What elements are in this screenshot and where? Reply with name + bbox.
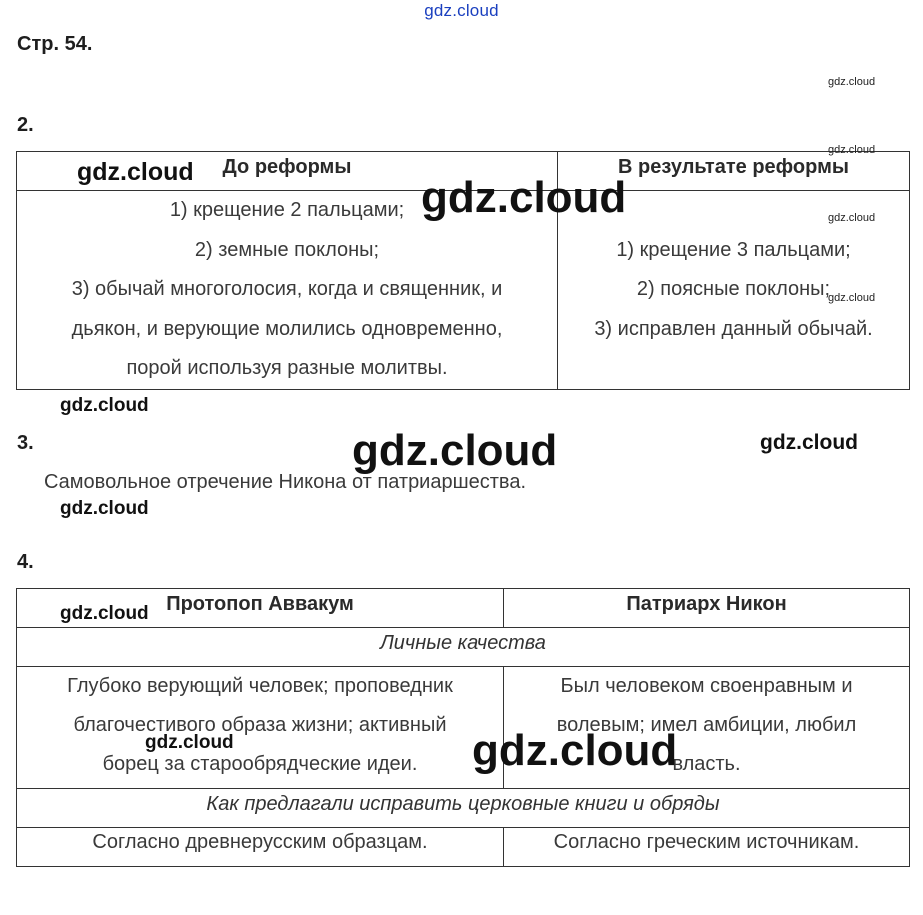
list-item: благочестивого образа жизни; активный <box>73 714 447 736</box>
table-header-row <box>17 589 910 628</box>
section-title-qualities: Личные качества <box>17 628 910 667</box>
list-item: 3) обычай многоголосия, когда и священник, и <box>71 278 503 300</box>
watermark: gdz.cloud <box>60 395 149 416</box>
avvakum-method-cell: Согласно древнерусским образцам. <box>17 828 504 867</box>
list-item: 2) земные поклоны; <box>194 238 380 261</box>
watermark: gdz.cloud <box>760 431 858 454</box>
column-header-avvakum: Протопоп Аввакум <box>17 589 504 628</box>
watermark: gdz.cloud <box>828 212 876 224</box>
watermark: gdz.cloud <box>828 292 876 304</box>
section-row <box>17 628 910 667</box>
watermark: gdz.cloud <box>352 426 558 475</box>
watermark: gdz.cloud <box>472 726 678 775</box>
list-item: порой используя разные молитвы. <box>126 357 448 379</box>
watermark: gdz.cloud <box>77 158 194 186</box>
table-row <box>17 667 910 789</box>
watermark: gdz.cloud <box>145 732 234 753</box>
column-header-before: До реформы <box>17 152 558 191</box>
avvakum-qualities-cell <box>17 667 504 789</box>
watermark: gdz.cloud <box>60 498 149 519</box>
watermark: gdz.cloud <box>828 76 876 88</box>
task-3-answer: Самовольное отречение Никона от патриаршества. <box>44 471 527 493</box>
section-row <box>17 789 910 828</box>
task-2-number: 2. <box>17 114 34 136</box>
page-reference: Стр. 54. <box>17 33 93 55</box>
list-item: Глубоко верующий человек; проповедник <box>67 675 453 697</box>
watermark: gdz.cloud <box>421 173 627 222</box>
task-3-number: 3. <box>17 432 34 454</box>
section-title-correction: Как предлагали исправить церковные книги и обряды <box>17 789 910 828</box>
list-item: 2) поясные поклоны; <box>636 278 831 300</box>
list-item: власть. <box>672 753 741 775</box>
nikon-method-cell: Согласно греческим источникам. <box>504 828 910 867</box>
column-header-nikon: Патриарх Никон <box>504 589 910 628</box>
list-item: 1) крещение 2 пальцами; <box>169 199 405 221</box>
site-watermark-top: gdz.cloud <box>424 1 499 20</box>
column-header-after: В результате реформы <box>558 152 910 191</box>
task-4-number: 4. <box>17 551 34 573</box>
figures-comparison-table <box>16 588 910 867</box>
watermark: gdz.cloud <box>828 144 876 156</box>
list-item: Был человеком своенравным и <box>560 675 853 697</box>
list-item: 3) исправлен данный обычай. <box>594 317 873 340</box>
list-item: волевым; имел амбиции, любил <box>556 714 857 736</box>
list-item: борец за старообрядческие идеи. <box>102 753 418 775</box>
table-row <box>17 828 910 867</box>
watermark: gdz.cloud <box>60 603 149 624</box>
list-item: 1) крещение 3 пальцами; <box>616 238 851 261</box>
list-item: дьякон, и верующие молились одновременно, <box>71 317 503 340</box>
